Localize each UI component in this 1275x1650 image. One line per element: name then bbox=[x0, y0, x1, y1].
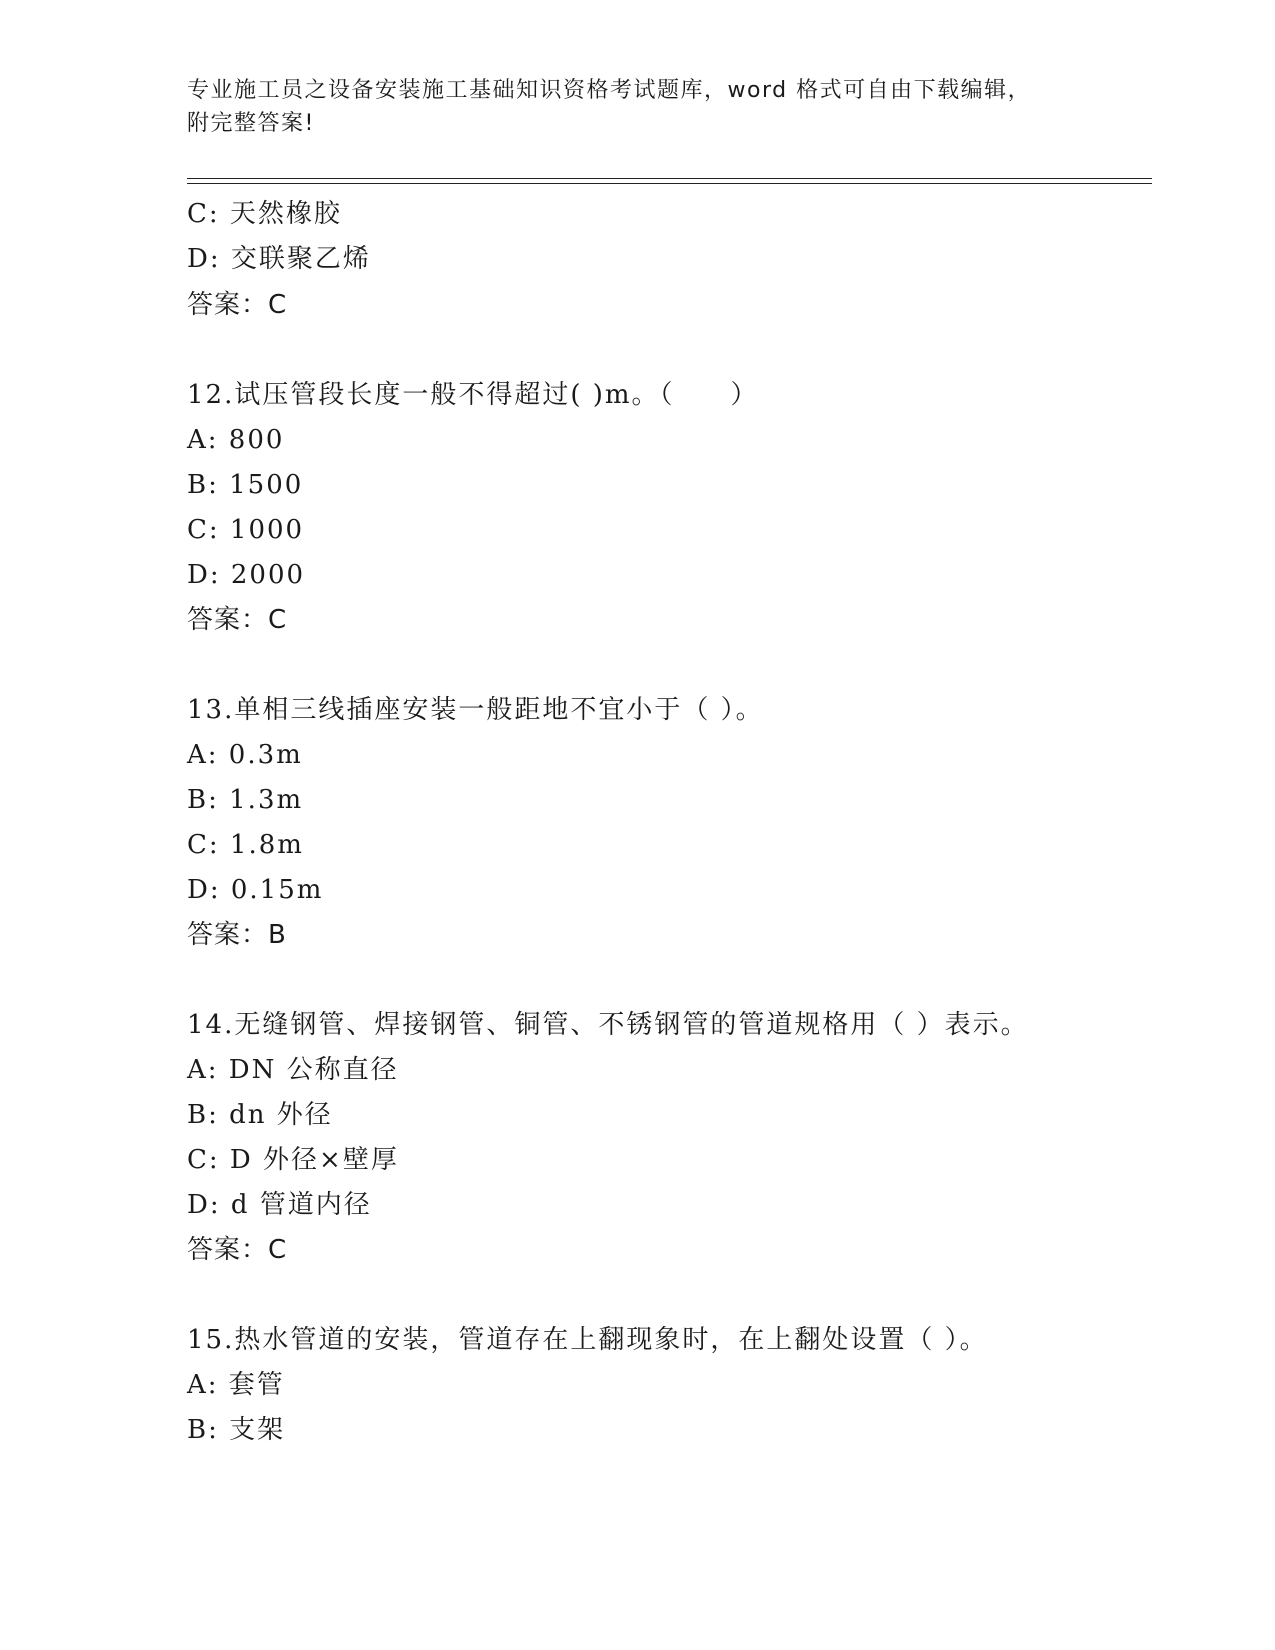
q13-option-b: B: 1.3m bbox=[187, 785, 304, 815]
q15-option-b: B: 支架 bbox=[187, 1415, 286, 1445]
q14-option-d: D: d 管道内径 bbox=[187, 1190, 372, 1220]
q15-option-a: A: 套管 bbox=[187, 1370, 285, 1400]
q14-answer: 答案：C bbox=[187, 1235, 288, 1265]
q14-stem: 14.无缝钢管、焊接钢管、铜管、不锈钢管的管道规格用（ ）表示。 bbox=[187, 1010, 1029, 1040]
header-title-line-2: 附完整答案! bbox=[187, 111, 315, 136]
q13-answer: 答案：B bbox=[187, 920, 287, 950]
q15-stem: 15.热水管道的安装，管道存在上翻现象时，在上翻处设置（ ）。 bbox=[187, 1325, 988, 1355]
q12-stem: 12.试压管段长度一般不得超过( )m。（ ） bbox=[187, 380, 759, 410]
header-divider-bottom bbox=[187, 183, 1152, 184]
q12-option-a: A: 800 bbox=[187, 425, 285, 455]
q13-stem: 13.单相三线插座安装一般距地不宜小于（ ）。 bbox=[187, 695, 764, 725]
q14-option-b: B: dn 外径 bbox=[187, 1100, 333, 1130]
document-header bbox=[187, 74, 1067, 140]
q14-option-c: C: D 外径×壁厚 bbox=[187, 1145, 399, 1175]
q11-answer: 答案：C bbox=[187, 290, 288, 320]
q11-option-d: D: 交联聚乙烯 bbox=[187, 244, 371, 274]
q12-option-d: D: 2000 bbox=[187, 560, 306, 590]
q12-option-c: C: 1000 bbox=[187, 515, 305, 545]
header-divider-top bbox=[187, 178, 1152, 179]
header-title-line-1: 专业施工员之设备安装施工基础知识资格考试题库，word 格式可自由下载编辑， bbox=[187, 78, 1032, 103]
q12-option-b: B: 1500 bbox=[187, 470, 304, 500]
q13-option-d: D: 0.15m bbox=[187, 875, 324, 905]
q13-option-a: A: 0.3m bbox=[187, 740, 303, 770]
q14-option-a: A: DN 公称直径 bbox=[187, 1055, 399, 1085]
q11-option-c: C: 天然橡胶 bbox=[187, 199, 342, 229]
q12-answer: 答案：C bbox=[187, 605, 288, 635]
q13-option-c: C: 1.8m bbox=[187, 830, 304, 860]
